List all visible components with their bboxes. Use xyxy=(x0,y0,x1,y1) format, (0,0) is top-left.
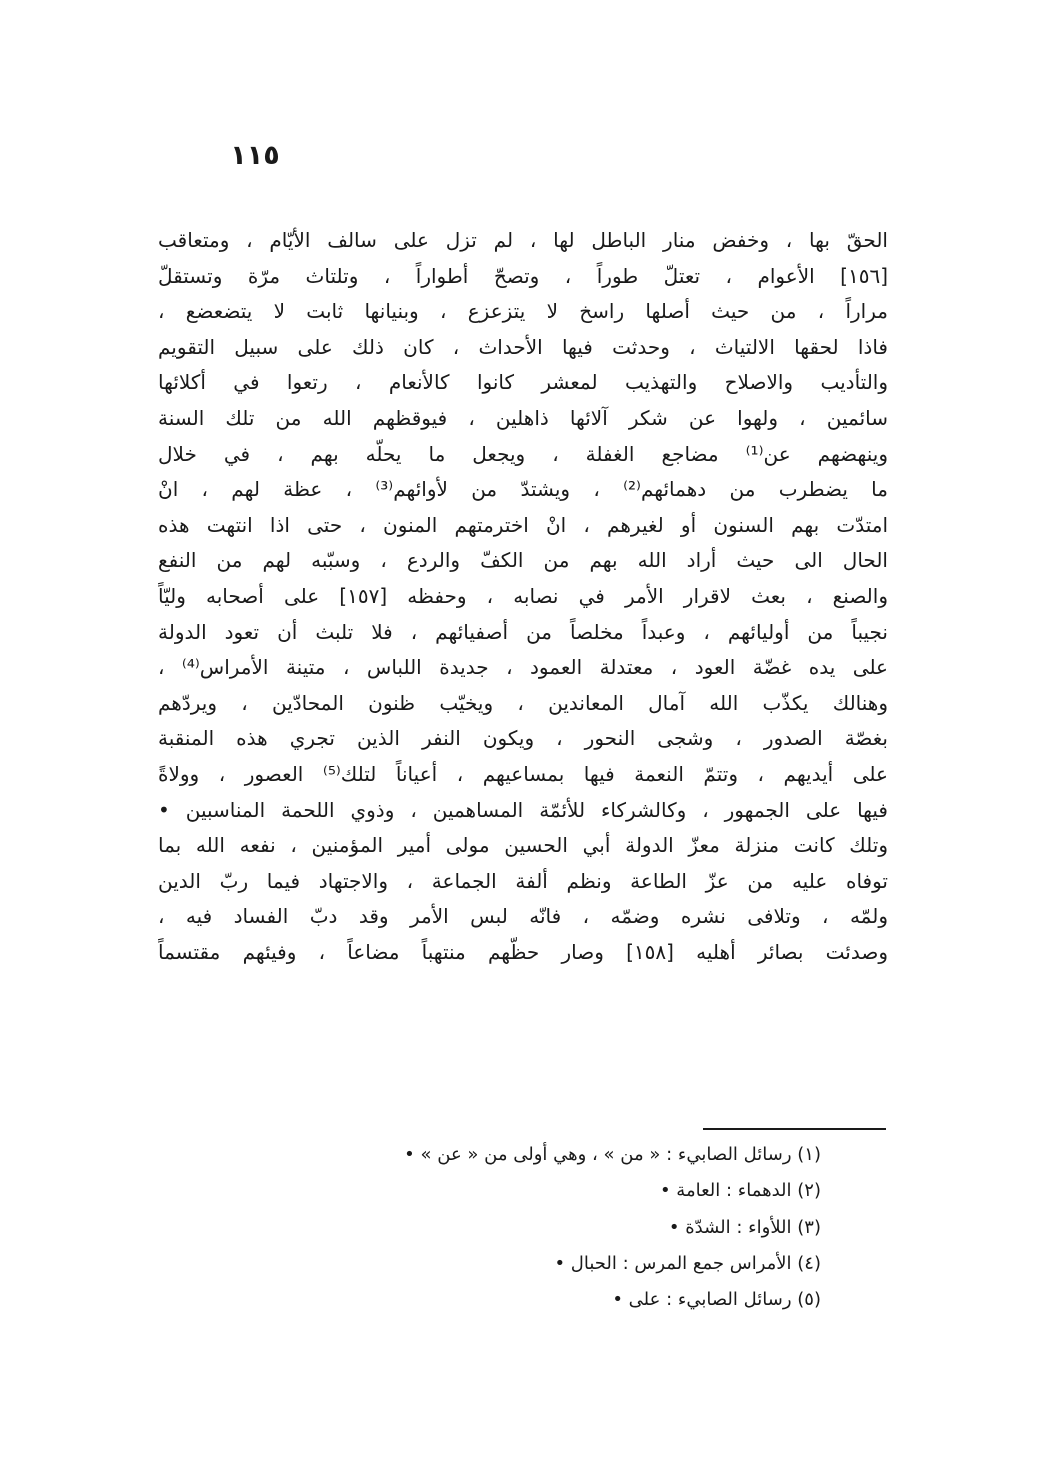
text-line: والتأديب والاصلاح والتهذيب لمعشر كانوا كالأنعام ، رتعوا في أكلائها xyxy=(158,370,888,395)
text-line: وصدئت بصائر أهليه [١٥٨] وصار حظّهم منتهباً مضاعاً ، وفيئهم مقتسماً xyxy=(158,939,888,964)
text-line: وتلك كانت منزلة معزّ الدولة أبي الحسين مولى أمير المؤمنين ، نفعه الله بما xyxy=(158,833,888,858)
text-line: على أيديهم ، وتتمّ النعمة فيها بمساعيهم ، أعياناً لتلك⁽⁵⁾ العصور ، وولاةً xyxy=(158,761,888,786)
text-line: ما يضطرب من دهمائهم⁽²⁾ ، ويشتدّ من لأوائهم⁽³⁾ ، عظة لهم ، انْ xyxy=(158,477,888,502)
text-line: مراراً ، من حيث أصلها راسخ لا يتزعزع ، وبنيانها ثابت لا يتضعضع ، xyxy=(158,299,888,324)
footnote-divider xyxy=(703,1128,886,1130)
text-line: [١٥٦] الأعوام ، تعتلّ طوراً ، وتصحّ أطواراً ، وتلتاث مرّة وتستقلّ xyxy=(158,263,888,288)
text-line: بغصّة الصدور ، وشجى النحور ، ويكون النفر الذين تجري هذه المنقبة xyxy=(158,726,888,751)
text-line: سائمين ، ولهوا عن شكر آلائها ذاهلين ، فيوقظهم الله من تلك السنة xyxy=(158,405,888,430)
text-line: والصنع ، بعث لاقرار الأمر في نصابه ، وحفظه [١٥٧] على أصحابه وليّاً xyxy=(158,583,888,608)
text-line: نجيباً من أوليائهم ، وعبداً مخلصاً من أصفيائهم ، فلا تلبث أن تعود الدولة xyxy=(158,619,888,644)
footnote-5: (٥) رسائل الصابيء : على • xyxy=(612,1289,821,1311)
footnote-3: (٣) اللأواء : الشدّة • xyxy=(668,1216,821,1238)
body-text xyxy=(158,223,888,970)
text-line: فاذا لحقها الالتياث ، وحدثت فيها الأحداث ، كان ذلك على سبيل التقويم xyxy=(158,334,888,359)
page-number: ١١٥ xyxy=(230,140,280,171)
footnote-4: (٤) الأمراس جمع المرس : الحبال • xyxy=(554,1252,821,1274)
footnotes xyxy=(300,1137,821,1318)
text-line: امتدّت بهم السنون أو لغيرهم ، انْ اخترمتهم المنون ، حتى اذا انتهت هذه xyxy=(158,512,888,537)
footnote-2: (٢) الدهماء : العامة • xyxy=(659,1180,821,1202)
text-line: الحال الى حيث أراد الله بهم من الكفّ والردع ، وسبّبه لهم من النفع xyxy=(158,548,888,573)
text-line: وينهضهم عن⁽¹⁾ مضاجع الغفلة ، ويجعل ما يحلّه بهم ، في خلال xyxy=(158,441,888,466)
text-line: الحقّ بها ، وخفض منار الباطل لها ، لم تزل على سالف الأيّام ، ومتعاقب xyxy=(158,228,888,252)
text-line: على يده غضّة العود ، معتدلة العمود ، جديدة اللباس ، متينة الأمراس⁽⁴⁾ ، xyxy=(158,655,888,680)
text-line: وهنالك يكذّب الله آمال المعاندين ، ويخيّب ظنون المحادّين ، ويردّهم xyxy=(158,690,888,715)
text-line: ولمّه ، وتلافى نشره وضمّه ، فانّه لبس الأمر وقد دبّ الفساد فيه ، xyxy=(158,904,888,929)
text-line: توفاه عليه من عزّ الطاعة ونظم ألفة الجماعة ، والاجتهاد فيما ربّ الدين xyxy=(158,868,888,893)
text-line: فيها على الجمهور ، وكالشركاء للأئمّة المساهمين ، وذوي اللحمة المناسبين • xyxy=(158,797,888,822)
footnote-1: (١) رسائل الصابيء : « من » ، وهي أولى من « عن » • xyxy=(404,1144,821,1165)
